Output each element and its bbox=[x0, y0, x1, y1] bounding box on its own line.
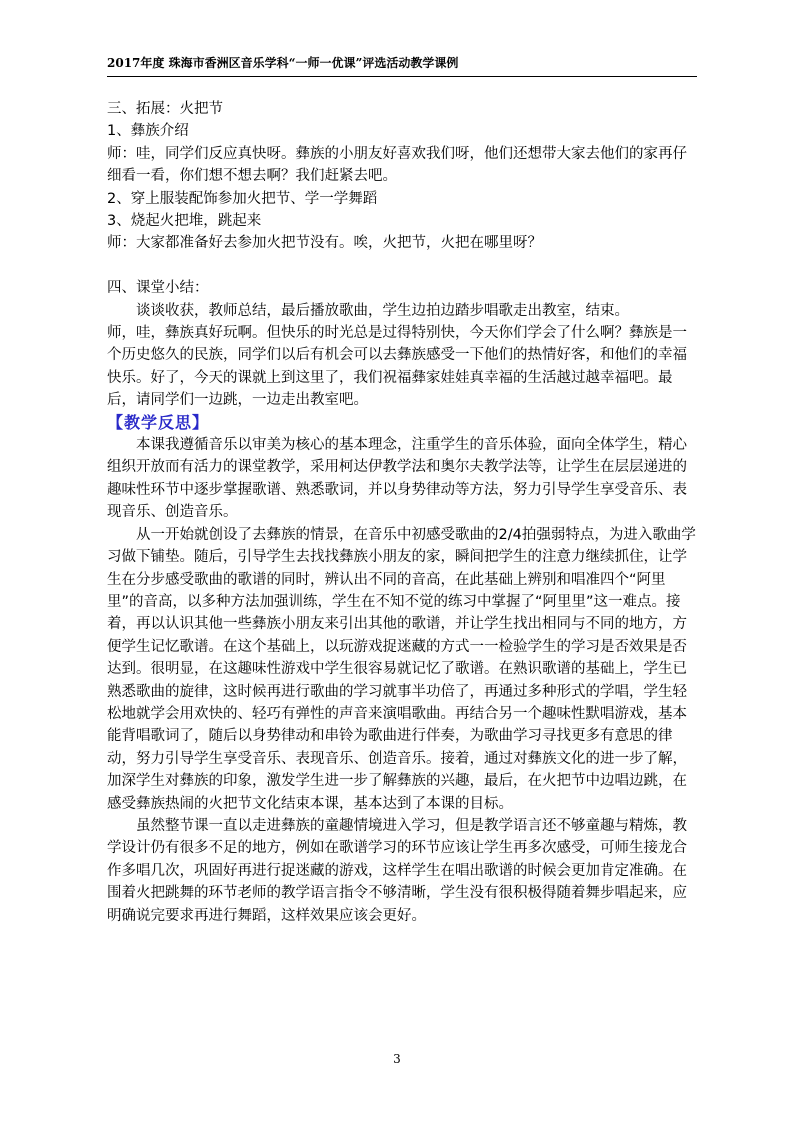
section3-item1: 1、彝族介绍 bbox=[107, 123, 189, 140]
section3-heading: 三、拓展：火把节 bbox=[107, 101, 223, 117]
section3-teacher-line-2: 师：大家都准备好去参加火把节没有。唉，火把节，火把在哪里呀？ bbox=[107, 235, 542, 252]
header-divider bbox=[107, 76, 697, 77]
document-header: 2017年度 珠海市香洲区音乐学科“一师一优课”评选活动教学课例 bbox=[107, 56, 459, 70]
reflection-paragraph-2: 从一开始就创设了去彝族的情景，在音乐中初感受歌曲的2/4拍强弱特点，为进入歌曲学习做下铺垫。随后，引导学生去找找彝族小朋友的家，瞬间把学生的注意力继续抓住，让学生在分步感受歌曲的歌谱的同时，辨认出不同的音高，在此基础上辨别和唱准四个“阿里里”的音高，以多种方法加强训练，学生在不知不觉的练习中掌握了“阿里里”这一难点。接着，再以认识其他一些彝族小朋友来引出其他的歌谱，并让学生找出相同与不同的地方，方便学生记忆歌谱。在这个基础上，以玩游戏捉迷藏的方式一一检验学生的学习是否效果是否达到。很明显，在这趣味性游戏中学生很容易就记忆了歌谱。在熟识歌谱的基础上，学生已熟悉歌曲的旋律，这时候再进行歌曲的学习就事半功倍了，再通过多种形式的学唱，学生轻松地就学会用欢快的、轻巧有弹性的声音来演唱歌曲。再结合另一个趣味性默唱游戏，基本能背唱歌词了，随后以身势律动和串铃为歌曲进行伴奏，为歌曲学习寻找更多有意思的律动，努力引导学生享受音乐、表现音乐、创造音乐。接着，通过对彝族文化的进一步了解，加深学生对彝族的印象，激发学生进一步了解彝族的兴趣，最后，在火把节中边唱边跳，在感受彝族热闹的火把节文化结束本课，基本达到了本课的目标。 bbox=[107, 526, 696, 812]
section3-teacher-line-1: 师：哇，同学们反应真快呀。彝族的小朋友好喜欢我们呀，他们还想带大家去他们的家再仔细看一看，你们想不想去啊？我们赶紧去吧。 bbox=[107, 145, 687, 185]
blank-line bbox=[107, 255, 697, 277]
section4-summary: 谈谈收获，教师总结，最后播放歌曲，学生边拍边踏步唱歌走出教室，结束。 bbox=[136, 302, 629, 319]
reflection-title: 【教学反思】 bbox=[107, 412, 210, 432]
section4-heading: 四、课堂小结： bbox=[107, 280, 209, 297]
page-number: 3 bbox=[393, 1052, 401, 1066]
page-body bbox=[107, 98, 697, 927]
section4-teacher-line: 师，哇，彝族真好玩啊。但快乐的时光总是过得特别快，今天你们学会了什么啊？彝族是一个历史悠久的民族，同学们以后有机会可以去彝族感受一下他们的热情好客，和他们的幸福快乐。好了，今天的课就上到这里了，我们祝福彝家娃娃真幸福的生活越过越幸福吧。最后，请同学们一边跳，一边走出教室吧。 bbox=[107, 325, 687, 409]
section3-item2: 2、穿上服装配饰参加火把节、学一学舞蹈 bbox=[107, 190, 378, 207]
section3-item3: 3、烧起火把堆，跳起来 bbox=[107, 213, 262, 230]
reflection-paragraph-3: 虽然整节课一直以走进彝族的童趣情境进入学习，但是教学语言还不够童趣与精炼，教学设计仍有很多不足的地方，例如在歌谱学习的环节应该让学生再多次感受，可师生接龙合作多唱几次，巩固好再进行捉迷藏的游戏，这样学生在唱出歌谱的时候会更加肯定准确。在围着火把跳舞的环节老师的教学语言指令不够清晰，学生没有很积极得随着舞步唱起来，应明确说完要求再进行舞蹈，这样效果应该会更好。 bbox=[107, 817, 687, 924]
reflection-paragraph-1: 本课我遵循音乐以审美为核心的基本理念，注重学生的音乐体验，面向全体学生，精心组织开放而有活力的课堂教学，采用柯达伊教学法和奥尔夫教学法等，让学生在层层递进的趣味性环节中逐步掌握歌谱、熟悉歌词，并以身势律动等方法，努力引导学生享受音乐、表现音乐、创造音乐。 bbox=[107, 437, 687, 521]
